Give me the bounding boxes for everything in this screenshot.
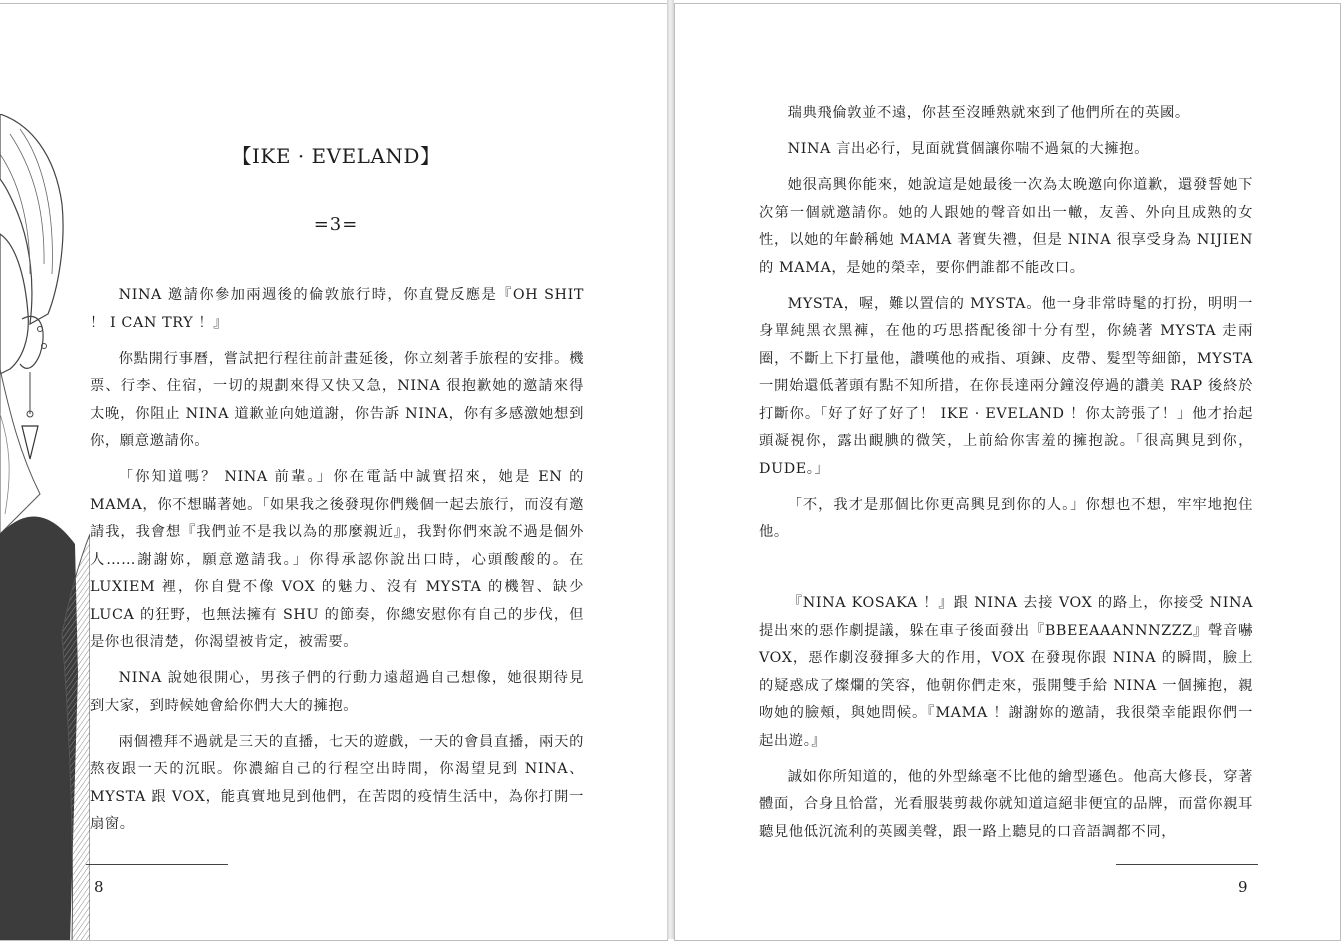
paragraph: 瑞典飛倫敦並不遠，你甚至沒睡熟就來到了他們所在的英國。 <box>787 105 1190 121</box>
left-page <box>0 3 668 941</box>
paragraph: 「你知道嗎？ NINA 前輩。」你在電話中誠實招來，她是 EN 的 MAMA，你不想瞞著她。「如果我之後發現你們幾個一起去旅行，而沒有邀請我，我會想『我們並不是我以為的那麼親近』，我對你們來說不過是個外人……謝謝妳，願意邀請我。」你得承認你說出口時，心頭酸酸的。在 LUXIEM 裡，你自覺不像 VOX 的魅力、沒有 MYSTA 的機智、缺少 LUCA 的狂野，也無法擁有 SHU 的節奏，你總安慰你有自己的步伐，但是你也很清楚，你渴望被肯定，被需要。 <box>90 469 584 650</box>
page-number: 8 <box>94 878 104 896</box>
chapter-title: 【IKE · EVELAND】 <box>231 144 441 168</box>
paragraph: 誠如你所知道的，他的外型絲毫不比他的繪型遜色。他高大修長，穿著體面，合身且恰當，光看服裝剪裁你就知道這絕非便宜的品牌，而當你親耳聽見他低沉流利的英國美聲，跟一路上聽見的口音語調都不同， <box>759 768 1253 840</box>
footer-rule <box>86 864 228 865</box>
character-illustration <box>0 114 90 941</box>
right-body-text <box>759 100 1253 855</box>
paragraph: 兩個禮拜不過就是三天的直播，七天的遊戲，一天的會員直播，兩天的熬夜跟一天的沉眠。你濃縮自己的行程空出時間，你渴望見到 NINA、MYSTA 跟 VOX，能真實地見到他們，在苦悶的疫情生活中，為你打開一扇窗。 <box>90 733 584 832</box>
book-gutter <box>667 0 674 939</box>
paragraph: 她很高興你能來，她說這是她最後一次為太晚邀向你道歉，還發誓她下次第一個就邀請你。她的人跟她的聲音如出一轍，友善、外向且成熟的女性，以她的年齡稱她 MAMA 著實失禮，但是 NINA 很享受身為 NIJIEN 的 MAMA，是她的榮幸，要你們誰都不能改口。 <box>759 177 1253 276</box>
paragraph: NINA 說她很開心，男孩子們的行動力遠超過自己想像，她很期待見到大家，到時候她會給你們大大的擁抱。 <box>90 670 584 714</box>
paragraph: NINA 言出必行，見面就賞個讓你喘不過氣的大擁抱。 <box>787 141 1149 157</box>
paragraph: 你點開行事曆，嘗試把行程往前計畫延後，你立刻著手旅程的安排。機票、行李、住宿，一切的規劃來得又快又急，NINA 很抱歉她的邀請來得太晚，你阻止 NINA 道歉並向她道謝，你告訴 NINA，你有多感激她想到你，願意邀請你。 <box>90 350 584 449</box>
right-page <box>674 3 1341 941</box>
scene-break <box>759 555 1253 590</box>
paragraph: 『NINA KOSAKA ！』跟 NINA 去接 VOX 的路上，你接受 NINA 提出來的惡作劇提議，躲在車子後面發出『BBEEAAANNNZZZ』聲音嚇 VOX，惡作劇沒發揮多大的作用，VOX 在發現你跟 NINA 的瞬間，臉上的疑惑成了燦爛的笑容，他朝你們走來，張開雙手給 NINA 一個擁抱，親吻她的臉頰，與她問候。『MAMA ！謝謝妳的邀請，我很榮幸能跟你們一起出遊。』 <box>759 595 1253 749</box>
section-mark: =3= <box>313 214 359 235</box>
paragraph: NINA 邀請你參加兩週後的倫敦旅行時，你直覺反應是『OH SHIT ！ I CAN TRY ！』 <box>90 287 584 331</box>
page-number: 9 <box>1238 878 1248 896</box>
paragraph: 「不，我才是那個比你更高興見到你的人。」你想也不想，牢牢地抱住他。 <box>759 496 1253 540</box>
footer-rule <box>1116 864 1258 865</box>
paragraph: MYSTA，喔，難以置信的 MYSTA。他一身非常時髦的打扮，明明一身單純黑衣黑褲，在他的巧思搭配後卻十分有型，你繞著 MYSTA 走兩圈，不斷上下打量他，讚嘆他的戒指、項鍊、皮帶、髮型等細節，MYSTA 一開始還低著頭有點不知所措，在你長達兩分鐘沒停過的讚美 RAP 後終於打斷你。「好了好了好了！ IKE · EVELAND ！你太誇張了！」他才抬起頭凝視你，露出靦腆的微笑，上前給你害羞的擁抱說。「很高興見到你，DUDE。」 <box>759 295 1253 477</box>
left-body-text <box>90 282 584 847</box>
